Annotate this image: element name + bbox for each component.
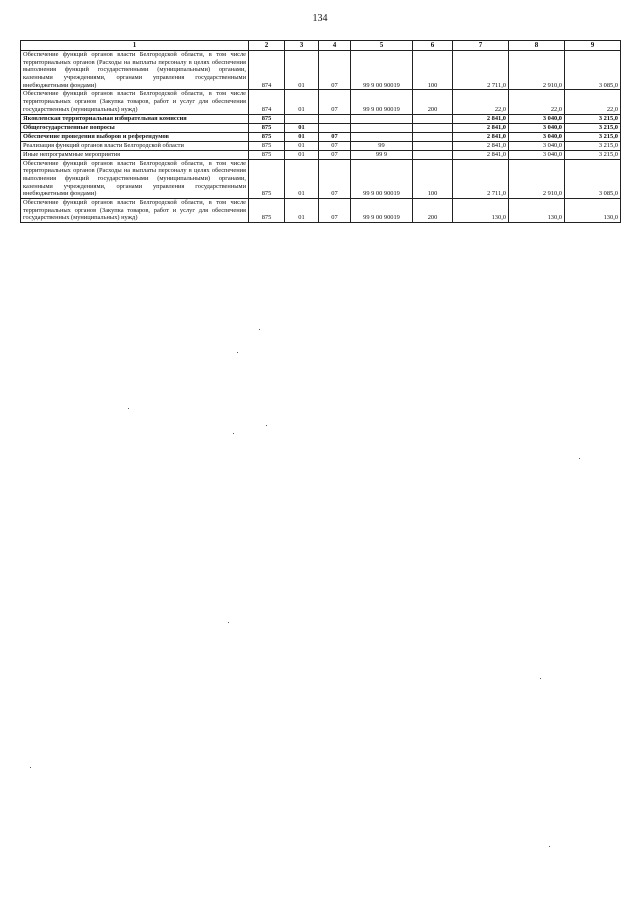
row-name: Обеспечение функций органов власти Белгородской области, в том числе территориальных органов (Закупка товаров, работ и услуг для обеспечения государственных (муниципальных) нужд) [21,90,249,114]
cell-section: 01 [285,198,319,222]
row-name: Обеспечение функций органов власти Белгородской области, в том числе территориальных органов (Расходы на выплаты персоналу в целях обеспечения выполнения функций государственными (муниципальными) органами, казенными учреждениями, органами управления государственными внебюджетными фондами) [21,159,249,198]
column-header: 3 [285,41,319,51]
cell-amount-year3: 3 215,0 [565,150,621,159]
row-name: Обеспечение проведения выборов и референдумов [21,132,249,141]
table-row [21,159,621,198]
cell-amount-year1: 2 841,0 [453,114,509,123]
table-row [21,123,621,132]
cell-target-article [351,123,413,132]
cell-expense-type: 200 [413,198,453,222]
cell-ministry: 875 [249,123,285,132]
cell-amount-year3: 3 215,0 [565,141,621,150]
cell-amount-year3: 3 215,0 [565,132,621,141]
cell-ministry: 875 [249,132,285,141]
cell-expense-type [413,141,453,150]
cell-amount-year2: 2 910,0 [509,159,565,198]
cell-subsection: 07 [319,51,351,90]
column-header: 4 [319,41,351,51]
cell-ministry: 875 [249,114,285,123]
cell-expense-type [413,114,453,123]
column-header: 8 [509,41,565,51]
cell-amount-year3: 22,0 [565,90,621,114]
cell-expense-type [413,132,453,141]
cell-target-article [351,132,413,141]
scan-speck [540,678,541,679]
cell-section: 01 [285,123,319,132]
scan-speck [266,425,267,426]
cell-amount-year1: 130,0 [453,198,509,222]
cell-section: 01 [285,132,319,141]
table-row [21,198,621,222]
row-name: Яковлевская территориальная избирательная комиссия [21,114,249,123]
scan-speck [128,408,129,409]
cell-expense-type: 100 [413,159,453,198]
cell-expense-type: 200 [413,90,453,114]
row-name: Обеспечение функций органов власти Белгородской области, в том числе территориальных органов (Закупка товаров, работ и услуг для обеспечения государственных (муниципальных) нужд) [21,198,249,222]
cell-amount-year1: 2 711,0 [453,159,509,198]
column-header: 9 [565,41,621,51]
table-row [21,51,621,90]
table-row [21,141,621,150]
cell-ministry: 875 [249,159,285,198]
cell-amount-year1: 22,0 [453,90,509,114]
cell-subsection: 07 [319,150,351,159]
column-header: 1 [21,41,249,51]
cell-amount-year2: 130,0 [509,198,565,222]
column-header: 5 [351,41,413,51]
cell-section: 01 [285,90,319,114]
cell-section: 01 [285,141,319,150]
page-number: 134 [312,13,328,24]
cell-target-article: 99 [351,141,413,150]
cell-amount-year2: 3 040,0 [509,132,565,141]
cell-target-article: 99 9 00 90019 [351,51,413,90]
table-row [21,114,621,123]
cell-subsection: 07 [319,159,351,198]
cell-ministry: 875 [249,198,285,222]
cell-target-article: 99 9 00 90019 [351,198,413,222]
cell-amount-year1: 2 841,0 [453,123,509,132]
cell-target-article: 99 9 [351,150,413,159]
cell-subsection: 07 [319,141,351,150]
scan-speck [30,767,31,768]
scan-speck [233,433,234,434]
cell-amount-year3: 130,0 [565,198,621,222]
cell-ministry: 874 [249,51,285,90]
row-name: Общегосударственные вопросы [21,123,249,132]
cell-amount-year2: 22,0 [509,90,565,114]
cell-section: 01 [285,51,319,90]
cell-amount-year3: 3 085,0 [565,159,621,198]
cell-section: 01 [285,159,319,198]
row-name: Обеспечение функций органов власти Белгородской области, в том числе территориальных органов (Расходы на выплаты персоналу в целях обеспечения выполнения функций государственными (муниципальными) органами, казенными учреждениями, органами управления государственными внебюджетными фондами) [21,51,249,90]
cell-ministry: 875 [249,150,285,159]
cell-amount-year1: 2 711,0 [453,51,509,90]
cell-amount-year2: 2 910,0 [509,51,565,90]
cell-subsection: 07 [319,90,351,114]
cell-amount-year2: 3 040,0 [509,114,565,123]
column-header: 2 [249,41,285,51]
cell-subsection [319,123,351,132]
budget-table [20,40,621,223]
scan-speck [259,329,260,330]
cell-amount-year1: 2 841,0 [453,132,509,141]
cell-section [285,114,319,123]
table-row [21,90,621,114]
column-header: 6 [413,41,453,51]
cell-amount-year3: 3 085,0 [565,51,621,90]
cell-amount-year2: 3 040,0 [509,150,565,159]
scan-speck [579,458,580,459]
cell-amount-year2: 3 040,0 [509,123,565,132]
row-name: Реализация функций органов власти Белгородской области [21,141,249,150]
row-name: Иные непрограммные мероприятия [21,150,249,159]
header-row [21,41,621,51]
cell-subsection: 07 [319,198,351,222]
scan-speck [228,622,229,623]
cell-amount-year3: 3 215,0 [565,114,621,123]
cell-expense-type [413,123,453,132]
scan-speck [237,352,238,353]
cell-subsection [319,114,351,123]
cell-target-article: 99 9 00 90019 [351,90,413,114]
cell-ministry: 874 [249,90,285,114]
cell-subsection: 07 [319,132,351,141]
column-header: 7 [453,41,509,51]
cell-section: 01 [285,150,319,159]
cell-amount-year2: 3 040,0 [509,141,565,150]
cell-ministry: 875 [249,141,285,150]
cell-amount-year1: 2 841,0 [453,150,509,159]
scan-speck [549,846,550,847]
cell-amount-year1: 2 841,0 [453,141,509,150]
cell-target-article: 99 9 00 90019 [351,159,413,198]
table-row [21,132,621,141]
cell-expense-type: 100 [413,51,453,90]
cell-expense-type [413,150,453,159]
cell-amount-year3: 3 215,0 [565,123,621,132]
table-row [21,150,621,159]
cell-target-article [351,114,413,123]
